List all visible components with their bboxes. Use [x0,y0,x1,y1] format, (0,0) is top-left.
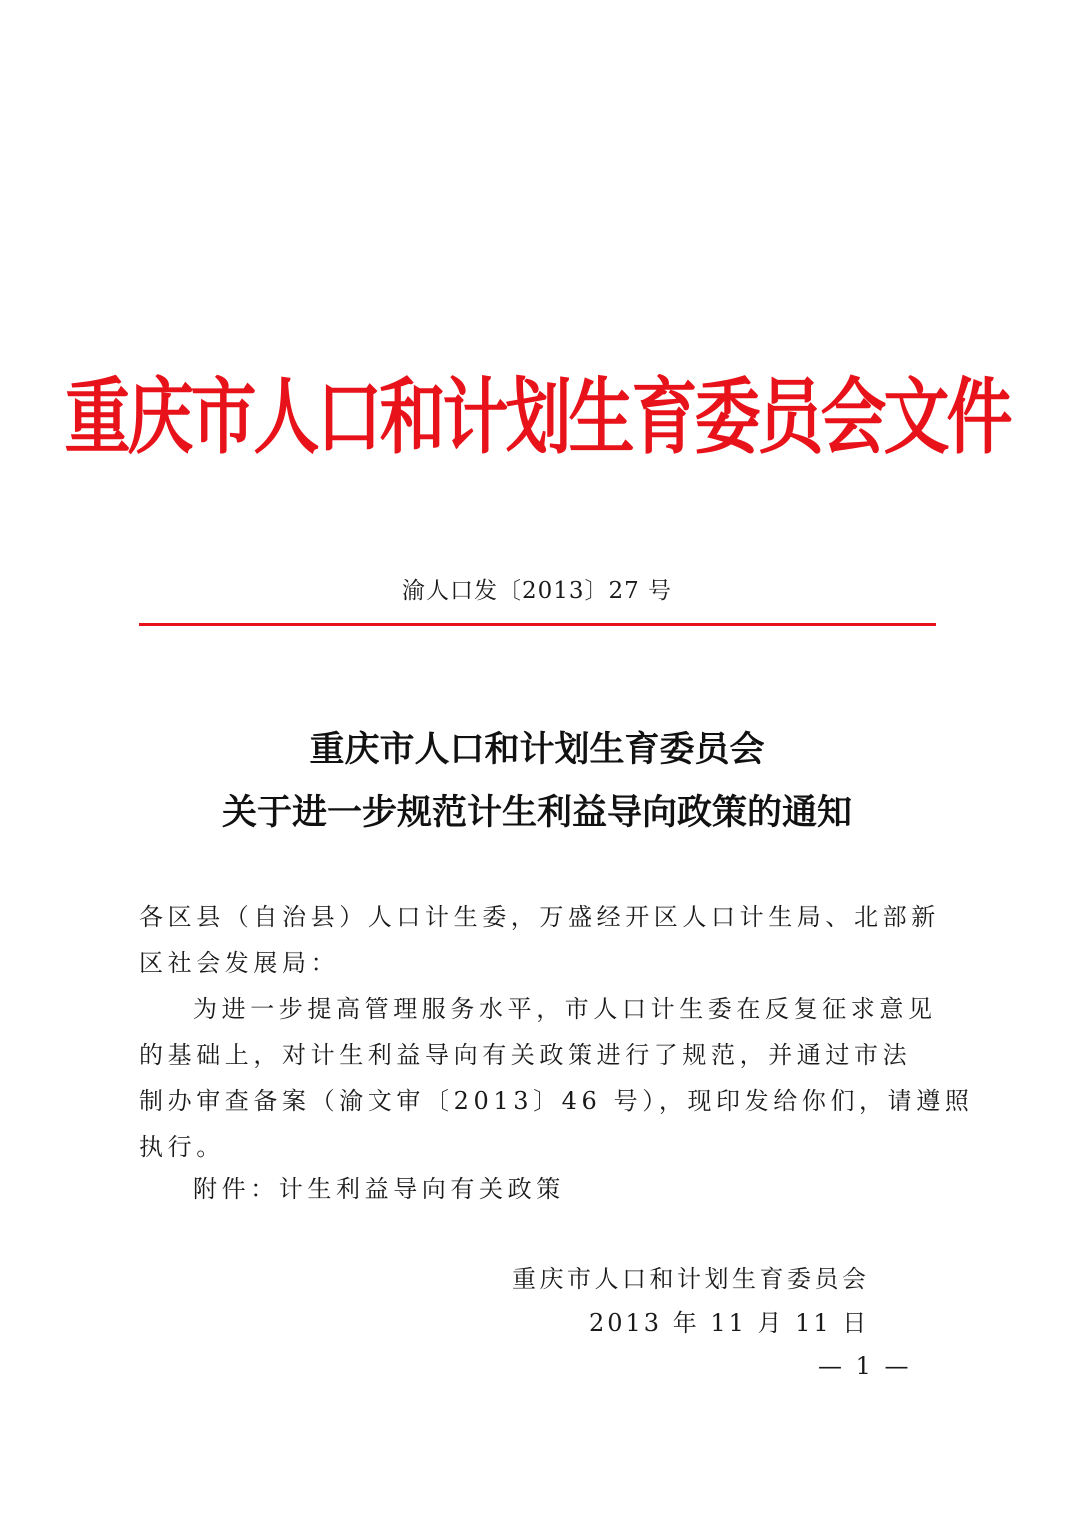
attachment-line: 附件：计生利益导向有关政策 [193,1175,565,1203]
red-divider-line [139,623,936,626]
issuer-signature: 重庆市人口和计划生育委员会 [512,1265,870,1293]
notice-title-line-2: 关于进一步规范计生利益导向政策的通知 [221,792,852,833]
body-paragraph-line-2: 的基础上，对计生利益导向有关政策进行了规范，并通过市法 [139,1041,912,1069]
body-paragraph-line-3: 制办审查备案（渝文审〔2013〕46 号），现印发给你们，请遵照 [139,1087,974,1115]
page-number: — 1 — [818,1352,912,1380]
issue-date: 2013 年 11 月 11 日 [589,1309,870,1337]
document-number: 渝人口发〔2013〕27 号 [401,578,673,604]
body-paragraph-line-1: 为进一步提高管理服务水平，市人口计生委在反复征求意见 [193,995,937,1023]
addressee-line-1: 各区县（自治县）人口计生委，万盛经开区人口计生局、北部新 [139,903,940,931]
addressee-line-2: 区社会发展局： [139,949,340,977]
notice-title-line-1: 重庆市人口和计划生育委员会 [309,729,765,770]
body-paragraph-line-4: 执行。 [139,1133,225,1161]
masthead-title: 重庆市人口和计划生育委员会文件 [64,369,1010,466]
